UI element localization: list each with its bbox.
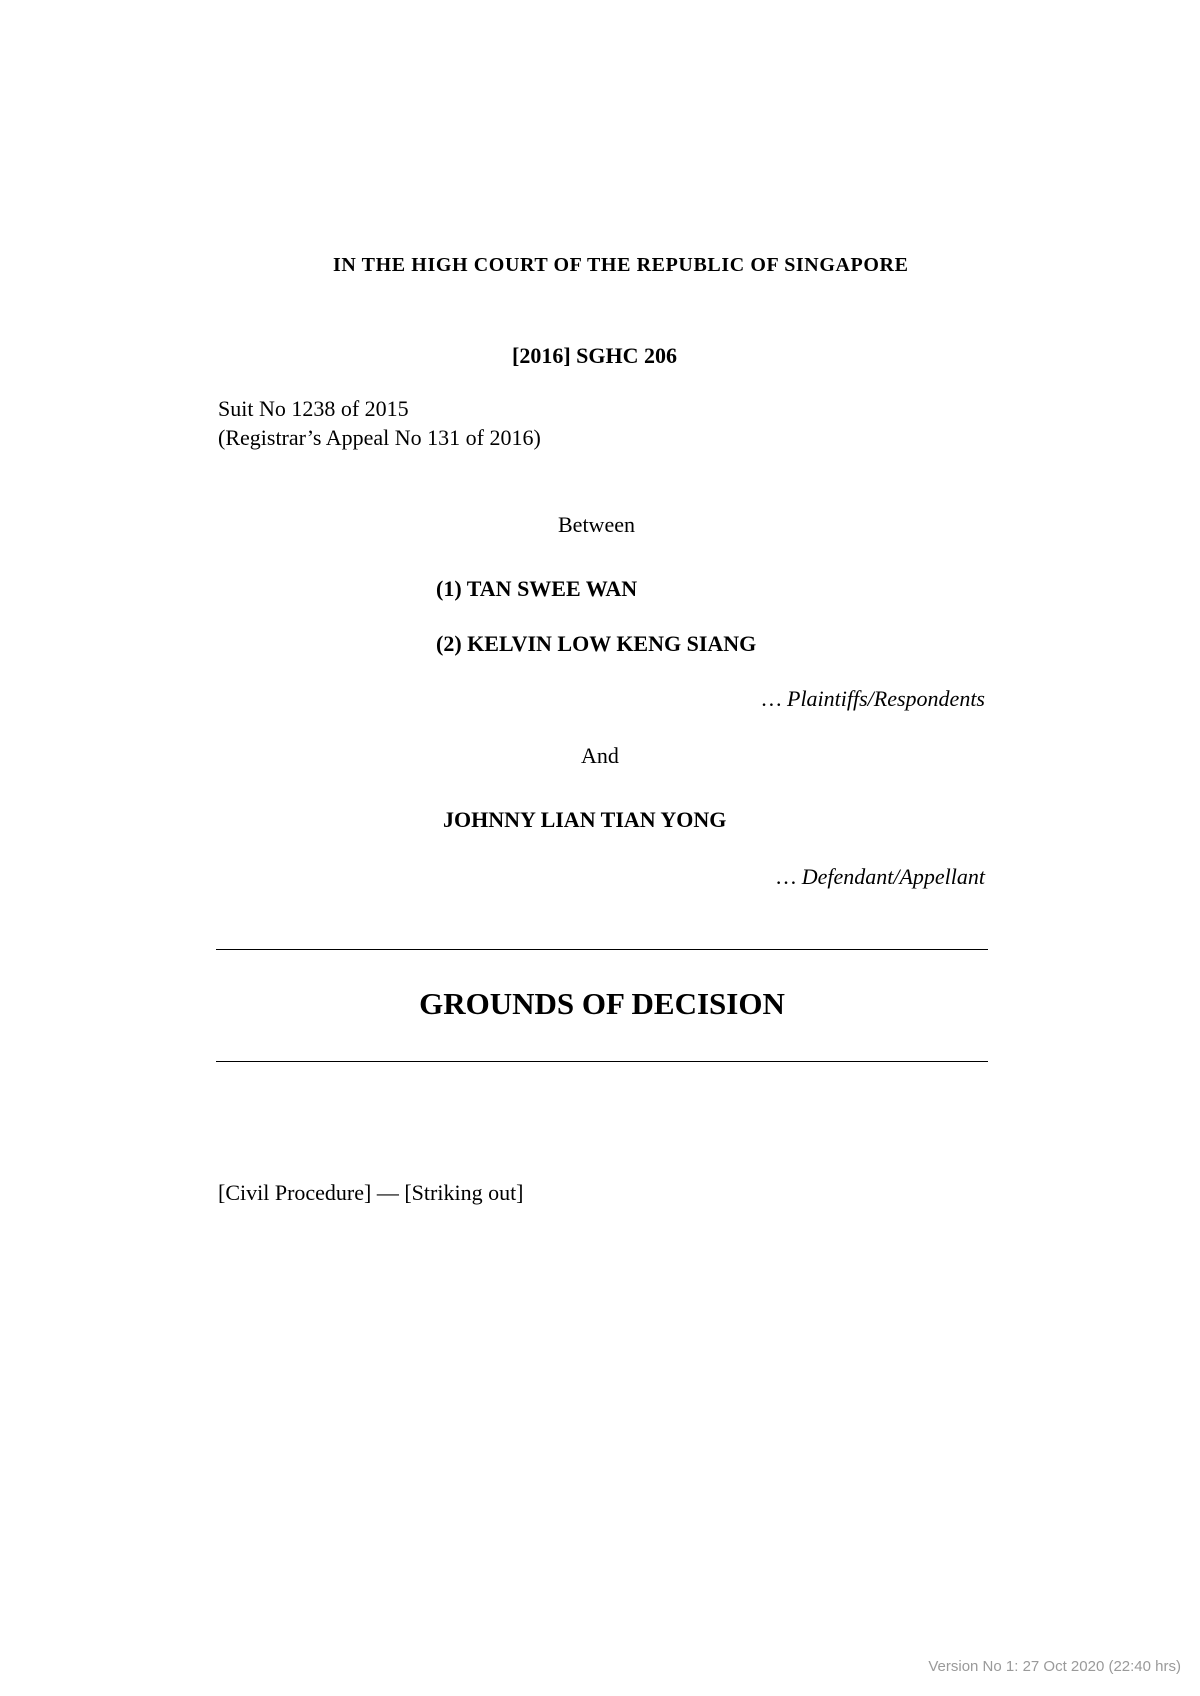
plaintiffs-role: … Plaintiffs/Respondents (761, 686, 985, 711)
case-citation: [2016] SGHC 206 (512, 343, 677, 368)
suit-number: Suit No 1238 of 2015 (218, 396, 409, 421)
divider-bottom (216, 1061, 988, 1062)
divider-top (216, 949, 988, 950)
catchwords: [Civil Procedure] — [Striking out] (218, 1180, 524, 1205)
and-label: And (581, 743, 619, 768)
appeal-number: (Registrar’s Appeal No 131 of 2016) (218, 425, 541, 450)
court-title: IN THE HIGH COURT OF THE REPUBLIC OF SINGAPORE (333, 254, 909, 276)
defendant-role: … Defendant/Appellant (776, 864, 985, 889)
defendant-name: JOHNNY LIAN TIAN YONG (443, 807, 727, 832)
version-footer: Version No 1: 27 Oct 2020 (22:40 hrs) (928, 1658, 1181, 1675)
plaintiff-name: (1) TAN SWEE WAN (436, 576, 638, 601)
plaintiff-name: (2) KELVIN LOW KENG SIANG (436, 631, 757, 656)
between-label: Between (558, 512, 635, 537)
document-heading: GROUNDS OF DECISION (419, 986, 785, 1021)
suit-info (218, 394, 541, 452)
